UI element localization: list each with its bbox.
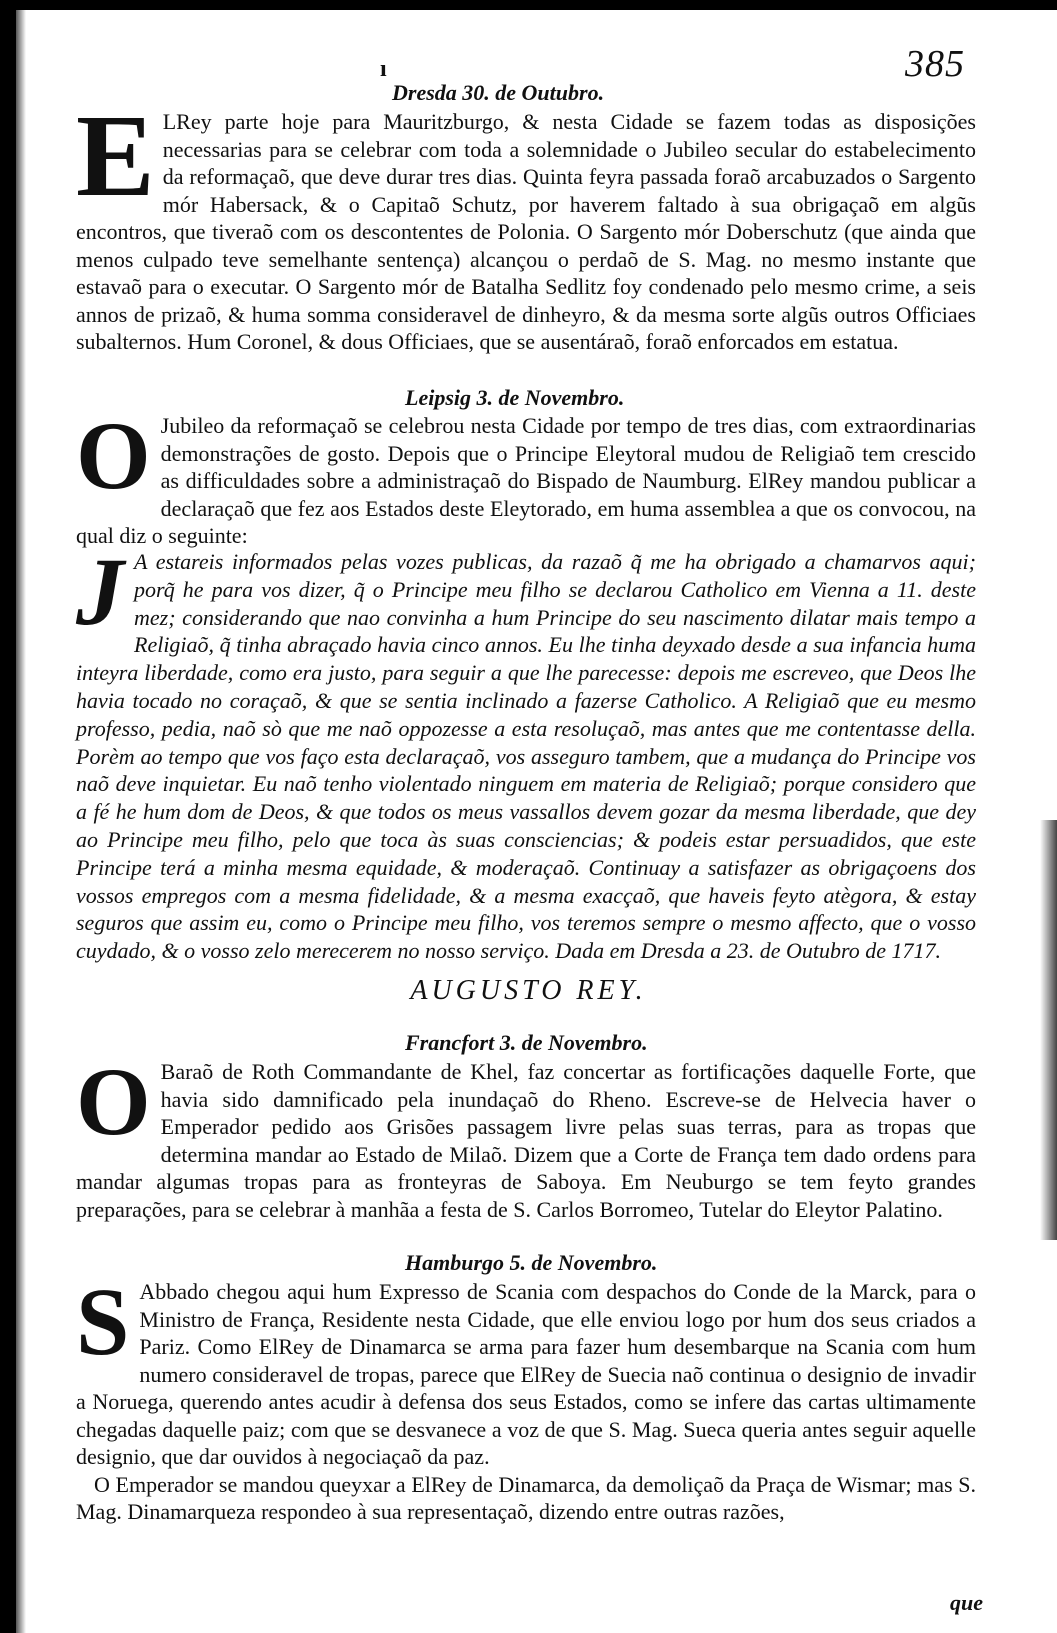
catchword: que [950,1590,983,1615]
page-number: 385 [905,43,965,85]
royal-declaration [76,538,976,965]
margin-mark: ı [380,56,387,82]
drop-cap: S [76,1268,130,1375]
scan-shadow-left [16,10,26,1633]
article-leipsig [76,402,976,550]
article-hamburgo [76,1268,976,1526]
dateline-leipsig: Leipsig 3. de Novembro. [405,385,625,410]
scan-border-left [0,0,16,1633]
signature-augusto-rey: AUGUSTO REY. [410,975,647,1006]
article-body-continued: O Emperador se mandou queyxar a ElRey de Dinamarca, da demoliçaõ da Praça de Wismar; mas S. Mag. Dinamarqueza respondeo à sua representaçaõ, dizendo entre outras razões, [76,1471,976,1524]
scan-shadow-right [1040,820,1057,1240]
dateline-hamburgo: Hamburgo 5. de Novembro. [405,1250,658,1275]
dateline-dresda: Dresda 30. de Outubro. [392,80,605,105]
scan-border-top [0,0,1057,10]
drop-cap: O [76,402,151,509]
article-body: LRey parte hoje para Mauritzburgo, & nesta Cidade se fazem todas as disposições necessarias para se celebrar com toda a solemnidade o Jubileo secular do estabelecimento da reformaçaõ, que deve durar tres dias. Quinta feyra passada foraõ arcabuzados o Sargento mór Habersack, & o Capitaõ Schutz, por haverem faltado à sua obrigaçaõ em algũs encontros, que tiveraõ com os descontentes de Polonia. O Sargento mór Doberschutz (que ainda que menos culpado teve semelhante sentença) alcançou o perdaõ de S. Mag. no mesmo instante que estavaõ para o executar. O Sargento mór de Batalha Sedlitz foy condenado pelo mesmo crime, a seis annos de prizaõ, & huma somma consideravel de dinheyro, & da mesma sorte algũs outros Officiaes subalternos. Hum Coronel, & dous Officiaes, que se ausentáraõ, foraõ enforcados em estatua. [76,109,976,354]
drop-cap: J [76,538,124,645]
declaration-body: A estareis informados pelas vozes publicas, da razaõ q̃ me ha obrigado a chamarvos aqui; porq̃ he para vos dizer, q̃ o Principe meu filho se declarou Catholico em Vienna a 11. deste mez; considerando que nao convinha a hum Principe do seu nascimento dilatar mais tempo a Religiaõ, q̃ tinha abraçado havia cinco annos. Eu lhe tinha deyxado desde a sua infancia huma inteyra liberdade, como era justo, para seguir a que lhe parecesse: depois me escreveo, que Deos lhe havia tocado no coraçaõ, & que se sentia inclinado a fazerse Catholico. A Religiaõ que eu mesmo professo, pedia, naõ sò que me naõ oppozesse a esta resoluçaõ, mas antes que me contentasse della. Porèm ao tempo que vos faço esta declaraçaõ, vos asseguro tambem, que a mudança do Principe vos naõ deve inquietar. Eu naõ tenho violentado ninguem em materia de Religiaõ; porque considero que a fé he hum dom de Deos, & que todos os meus vassallos devem gozar da mesma liberdade, que dey ao Principe meu filho, pelo que toca às suas consciencias; & podeis estar persuadidos, que este Principe terá a minha mesma equidade, & moderaçaõ. Continuay a satisfazer as obrigaçoens dos vossos empregos com a mesma fidelidade, & a mesma exacçaõ, que haveis feyto atègora, & estay seguros que assim eu, como o Principe meu filho, vos teremos sempre o mesmo affecto, que o vosso cuydado, & o vosso zelo merecerem no nosso serviço. Dada em Dresda a 23. de Outubro de 1717. [76,549,976,964]
article-francfort [76,1048,976,1223]
dateline-francfort: Francfort 3. de Novembro. [405,1030,648,1055]
drop-cap: E [76,90,155,221]
article-body: Baraõ de Roth Commandante de Khel, faz concertar as fortificações daquelle Forte, que havia sido damnificado pela inundaçaõ do Rheno. Escreve-se de Helvecia haver o Emperador pedido aos Grisões passagem livre pelas suas terras, para as tropas que determina mandar ao Estado de Milaõ. Dizem que a Corte de França tem dado ordens para mandar algumas tropas para as fronteyras de Saboya. Em Neuburgo se tem feyto grandes preparações, para se celebrar à manhãa a festa de S. Carlos Borromeo, Tutelar do Eleytor Palatino. [76,1059,976,1222]
drop-cap: O [76,1048,151,1155]
article-body: Jubileo da reformaçaõ se celebrou nesta Cidade por tempo de tres dias, com extraordinarias demonstrações de gosto. Depois que o Principe Eleytoral mudou de Religiaõ tem crescido as difficuldades sobre a administraçaõ do Bispado de Naumburg. ElRey mandou publicar a declaraçaõ que fez aos Estados deste Eleytorado, em huma assemblea a que os convocou, na qual diz o seguinte: [76,413,976,548]
article-body: Abbado chegou aqui hum Expresso de Scania com despachos do Conde de la Marck, para o Ministro de França, Residente nesta Cidade, que elle enviou logo por hum dos seus criados a Pariz. Como ElRey de Dinamarca se arma para fazer hum desembarque na Scania com hum numero consideravel de tropas, parece que ElRey de Suecia naõ continua o designio de invadir a Noruega, querendo antes acudir à defensa dos seus Estados, como se infere das cartas ultimamente chegadas daquelle paiz; com que se desvanece a voz de que S. Mag. Sueca queria antes seguir aquelle designio, que dar ouvidos à negociaçaõ da paz. [76,1279,976,1469]
